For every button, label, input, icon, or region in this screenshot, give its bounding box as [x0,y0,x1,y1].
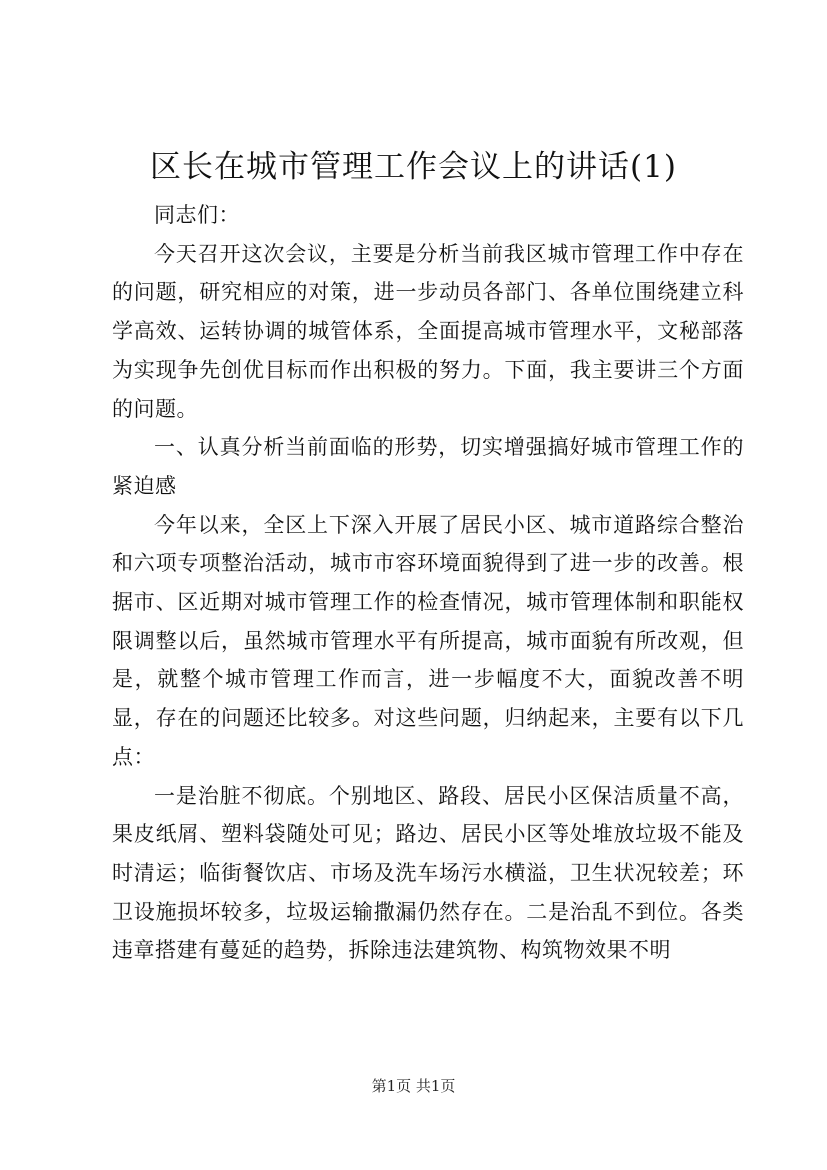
document-title: 区长在城市管理工作会议上的讲话(1) [150,149,677,185]
body-paragraph: 今天召开这次会议，主要是分析当前我区城市管理工作中存在的问题，研究相应的对策，进一步动员各部门、各单位围绕建立科学高效、运转协调的城管体系，全面提高城市管理水平，文秘部落为实现争先创优目标而作出积极的努力。下面，我主要讲三个方面的问题。 [112,241,744,421]
body-paragraph: 一是治脏不彻底。个别地区、路段、居民小区保洁质量不高，果皮纸屑、塑料袋随处可见；路边、居民小区等处堆放垃圾不能及时清运；临街餐饮店、市场及洗车场污水横溢，卫生状况较差；环卫设施损坏较多，垃圾运输撒漏仍然存在。二是治乱不到位。各类违章搭建有蔓延的趋势，拆除违法建筑物、构筑物效果不明 [112,783,744,963]
salutation-paragraph: 同志们： [154,203,240,227]
page-footer: 第1页 共1页 [371,1077,456,1095]
document-body [112,196,744,970]
section-heading: 一、认真分析当前面临的形势，切实增强搞好城市管理工作的紧迫感 [112,435,744,498]
body-paragraph: 今年以来，全区上下深入开展了居民小区、城市道路综合整治和六项专项整治活动，城市市容环境面貌得到了进一步的改善。根据市、区近期对城市管理工作的检查情况，城市管理体制和职能权限调整以后，虽然城市管理水平有所提高，城市面貌有所改观，但是，就整个城市管理工作而言，进一步幅度不大，面貌改善不明显，存在的问题还比较多。对这些问题，归纳起来，主要有以下几点： [112,512,744,769]
